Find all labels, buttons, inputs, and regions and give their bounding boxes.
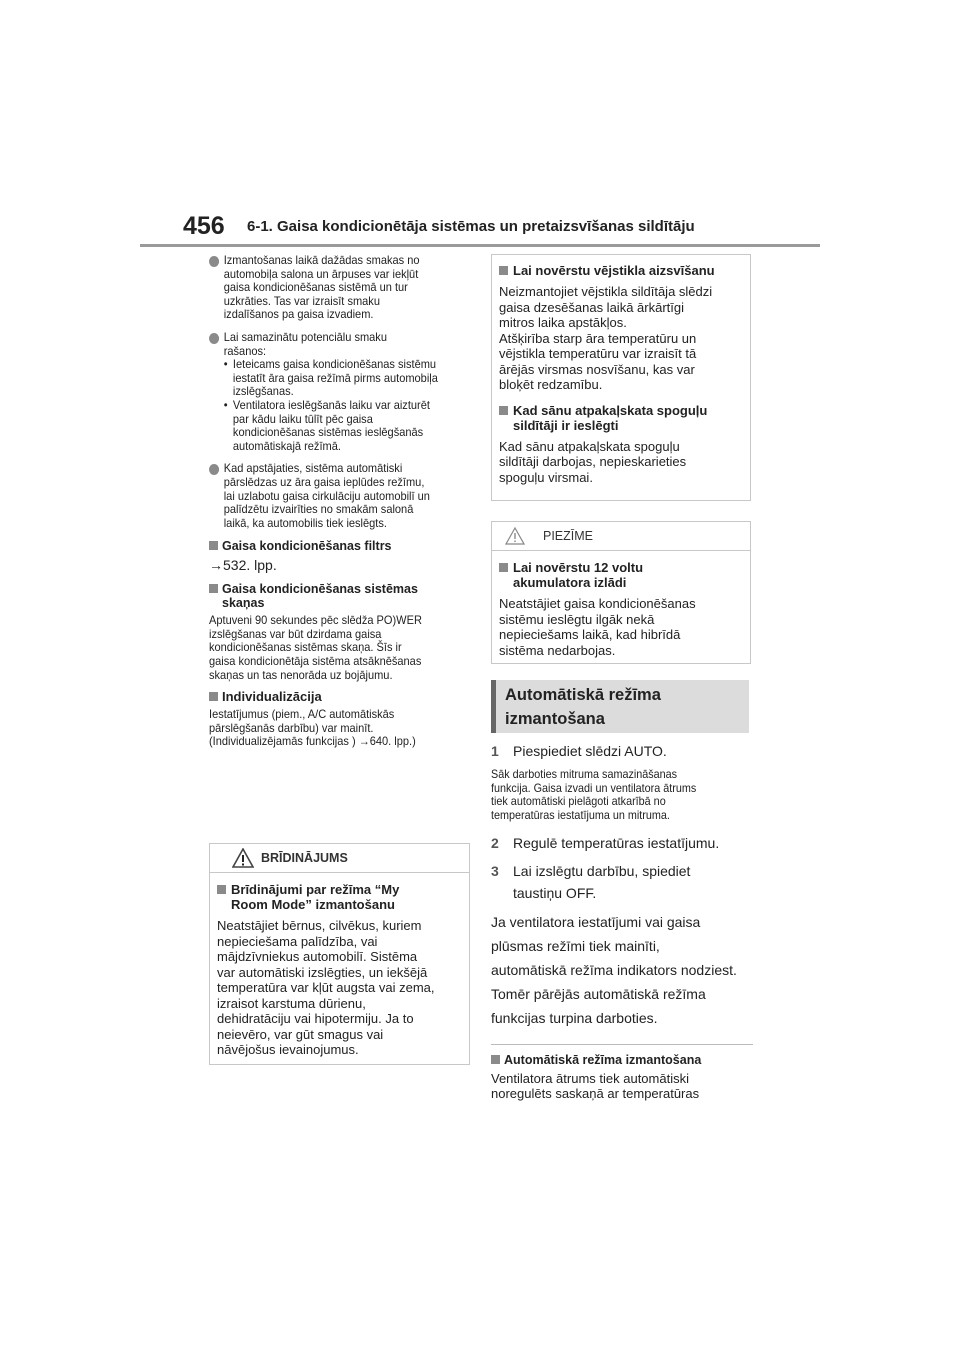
text-line: nepieciešams laikā, kad hibrīdā xyxy=(499,627,681,642)
text-line: nāvējošus ievainojumus. xyxy=(217,1042,359,1057)
sounds-heading xyxy=(209,582,469,610)
text-line: kondicionēšanas sistēmas ieslēgšanās xyxy=(232,425,424,440)
square-bullet-icon xyxy=(499,266,508,275)
text-line: ārējās virsmas nosvīšanu, kas var xyxy=(499,361,695,377)
bullet-dot-icon xyxy=(209,464,219,475)
text-line: Iestatījumus (piem., A/C automātiskās xyxy=(209,707,395,722)
heading-text: sildītāji ir ieslēgti xyxy=(513,417,619,433)
text-line: Ventilatora ātrums tiek automātiski xyxy=(491,1071,689,1087)
text-line: skaņas un tas nenorāda uz bojājumu. xyxy=(209,667,393,682)
step-text: Lai izslēgtu darbību, spiediet xyxy=(513,863,691,880)
note-title: PIEZĪME xyxy=(543,529,594,543)
warning-body xyxy=(210,873,469,1058)
square-bullet-icon xyxy=(209,541,218,550)
text-line: Ja ventilatora iestatījumi vai gaisa xyxy=(491,914,701,931)
text-line: noregulēts saskaņā ar temperatūras xyxy=(491,1086,700,1102)
text-line: laikā, ka automobilis tiek ieslēgts. xyxy=(223,515,387,530)
text-line: par kādu laiku tūlīt pēc gaisa xyxy=(232,411,373,426)
title-line: izmantošana xyxy=(505,710,605,728)
warning-text xyxy=(217,918,461,1058)
step-1-note xyxy=(491,768,752,822)
title-accent-bar xyxy=(491,680,496,733)
text-line: var automātiski izslēgties, un iekšējā xyxy=(217,964,428,980)
heading-text: Automātiskā režīma izmantošana xyxy=(504,1053,702,1068)
left-column xyxy=(209,254,469,757)
text-line: Sāk darboties mitruma samazināšanas xyxy=(491,767,678,781)
text-line: Atšķirība starp āra temperatūru un xyxy=(499,330,697,346)
text-line: Neatstājiet gaisa kondicionēšanas xyxy=(499,596,696,611)
step-text: Regulē temperatūras iestatījumu. xyxy=(513,835,720,852)
caution-triangle-icon xyxy=(505,527,525,545)
sub-bullet xyxy=(224,358,482,399)
auto-mode-title-box xyxy=(491,680,749,733)
bullet-odors xyxy=(209,254,481,322)
auto-sub-text xyxy=(491,1071,753,1101)
text-line: iestatīt āra gaisa režīmā pirms automobiļa xyxy=(232,370,438,385)
bullet-stop-mode xyxy=(209,462,481,530)
text-line: temperatūra var kļūt augsta vai zema, xyxy=(217,980,435,995)
warning-box-header xyxy=(210,844,469,873)
square-bullet-icon xyxy=(499,563,508,572)
text-line: kondicionēšanas sistēmas skaņa. Šīs ir xyxy=(209,640,402,655)
text-line: uzkrāties. Tas var izraisīt smaku xyxy=(223,293,380,308)
step-number: 3 xyxy=(491,863,499,880)
text-line: Kad sānu atpakaļskata spoguļu xyxy=(499,438,680,454)
text-line: • Ieteicams gaisa kondicionēšanas sistēmu xyxy=(232,357,437,372)
text-line: sistēmu ieslēgtu ilgāk nekā xyxy=(499,611,655,627)
note-heading xyxy=(499,560,742,590)
section-divider xyxy=(491,1044,753,1045)
auto-paragraph xyxy=(491,910,753,1030)
defog-heading xyxy=(499,263,742,278)
text-line: dehidratāciju vai hipotermiju. Ja to xyxy=(217,1011,414,1026)
text-line: • Ventilatora ieslēgšanās laiku var aizturēt xyxy=(232,397,430,412)
right-column xyxy=(491,740,753,1101)
square-bullet-icon xyxy=(217,885,226,894)
square-bullet-icon xyxy=(209,692,218,701)
heading-text: Brīdinājumi par režīma “My xyxy=(231,882,400,897)
step-3 xyxy=(491,860,753,904)
warning-box xyxy=(209,843,470,1065)
text-line: Lai samazinātu potenciālu smaku xyxy=(223,329,387,344)
text-line: izdalīšanos pa gaisa izvadiem. xyxy=(223,307,374,322)
text-line: izslēgšanas. xyxy=(232,384,294,399)
mirror-heater-text xyxy=(499,439,742,486)
square-bullet-icon xyxy=(209,584,218,593)
step-text: Piespiediet slēdzi AUTO. xyxy=(513,743,667,759)
mirror-heater-heading xyxy=(499,403,742,433)
square-bullet-icon xyxy=(491,1055,500,1064)
note-body xyxy=(492,551,750,658)
text-line: automātiskajā režīmā. xyxy=(232,438,341,453)
text-line: bloķēt redzamību. xyxy=(499,377,603,392)
heading-text: skaņas xyxy=(222,596,265,611)
text-line: palīdzētu izvairīties no smakām salonā xyxy=(223,502,414,517)
step-number: 2 xyxy=(491,835,499,852)
bullet-dot-icon xyxy=(209,333,219,344)
bullet-reduce-odors xyxy=(209,331,481,453)
page-number: 456 xyxy=(183,212,225,240)
text-line: automobiļa salona un ārpuses var iekļūt xyxy=(223,266,419,281)
text-line: vējstikla temperatūru var izraisīt tā xyxy=(499,346,697,361)
heading-text: Gaisa kondicionēšanas filtrs xyxy=(222,539,392,554)
note-box xyxy=(491,521,751,664)
note-box-header xyxy=(492,522,750,551)
text-line: izraisot karstuma dūrienu, xyxy=(217,995,366,1011)
sounds-text xyxy=(209,614,467,682)
step-number: 1 xyxy=(491,743,499,759)
text-line: automātiskā režīma indikators nodziest. xyxy=(491,962,737,979)
text-line: lai uzlabotu gaisa cirkulāciju automobilī un xyxy=(223,488,430,503)
step-1 xyxy=(491,740,753,762)
filter-heading xyxy=(209,539,469,553)
heading-text: Lai novērstu vējstikla aizsvīšanu xyxy=(513,263,715,278)
square-bullet-icon xyxy=(499,406,508,415)
text-line: gaisa dzesēšanas laikā ārkārtīgi xyxy=(499,299,684,315)
heading-text: Lai novērstu 12 voltu xyxy=(513,560,644,575)
step-text: taustiņu OFF. xyxy=(513,885,597,902)
warning-triangle-icon xyxy=(232,848,254,868)
text-line: spoguļu virsmai. xyxy=(499,469,593,485)
text-line: Aptuveni 90 sekundes pēc slēdža PO)WER xyxy=(209,613,422,628)
text-line: mitros laika apstākļos. xyxy=(499,315,627,330)
text-line: (Individualizējamās funkcijas ) →640. lpp.) xyxy=(209,734,416,749)
text-line: gaisa kondicionēšanas sistēmā un tur xyxy=(223,280,408,295)
text-line: mājdzīvniekus automobilī. Sistēma xyxy=(217,949,418,964)
text-line: tiek automātiski pielāgoti atkarībā no xyxy=(491,794,666,809)
auto-sub-heading xyxy=(491,1053,753,1067)
text-line: gaisa kondicionētāja sistēma atsāknēšanas xyxy=(209,654,422,669)
filter-page-ref: →532. lpp. xyxy=(209,557,277,574)
text-line: plūsmas režīmi tiek mainīti, xyxy=(491,938,660,955)
text-line: izslēgšanas var būt dzirdama gaisa xyxy=(209,626,382,641)
auto-mode-title xyxy=(505,683,661,731)
info-box-defog xyxy=(491,254,751,501)
text-line: nepieciešama palīdzība, vai xyxy=(217,933,378,949)
note-text xyxy=(499,596,742,658)
info-box-body xyxy=(492,255,750,485)
text-line: funkcija. Gaisa izvadi un ventilatora ātrums xyxy=(491,780,697,795)
header-rule xyxy=(140,244,820,247)
heading-text: Room Mode” izmantošanu xyxy=(231,897,395,912)
text-line: pārslēdzas uz āra gaisa ieplūdes režīmu, xyxy=(223,474,425,489)
heading-text: Gaisa kondicionēšanas sistēmas xyxy=(222,582,418,597)
heading-text: akumulatora izlādi xyxy=(513,575,627,590)
text-line: funkcijas turpina darboties. xyxy=(491,1010,658,1027)
text-line: sildītāji darbojas, nepieskarieties xyxy=(499,454,687,469)
text-line: sistēma nedarbojas. xyxy=(499,642,616,658)
warning-heading xyxy=(217,882,461,912)
text-line: neievēro, var gūt smagus vai xyxy=(217,1026,384,1042)
bullet-dot-icon xyxy=(209,256,219,267)
sub-bullet xyxy=(224,399,482,453)
title-line: Automātiskā režīma xyxy=(505,686,661,704)
heading-text: Kad sānu atpakaļskata spoguļu xyxy=(513,402,708,418)
step-2 xyxy=(491,832,753,854)
text-line: Neizmantojiet vējstikla sildītāja slēdzi xyxy=(499,284,713,299)
text-line: temperatūras iestatījuma un mitruma. xyxy=(491,807,670,822)
warning-title: BRĪDINĀJUMS xyxy=(261,851,348,865)
defog-text xyxy=(499,284,742,393)
heading-text: Individualizācija xyxy=(222,689,322,705)
text-line: Tomēr pārējās automātiskā režīma xyxy=(491,986,706,1003)
section-title: 6-1. Gaisa kondicionētāja sistēmas un pretaizsvīšanas sildītāju xyxy=(247,218,695,235)
text-line: rašanos: xyxy=(223,343,267,358)
customization-heading xyxy=(209,690,469,704)
customization-text xyxy=(209,708,467,749)
text-line: pārslēgšanās darbību) var mainīt. xyxy=(209,720,374,735)
text-line: Neatstājiet bērnus, cilvēkus, kuriem xyxy=(217,918,422,933)
text-line: Izmantošanas laikā dažādas smakas no xyxy=(223,253,420,267)
text-line: Kad apstājaties, sistēma automātiski xyxy=(223,461,403,476)
